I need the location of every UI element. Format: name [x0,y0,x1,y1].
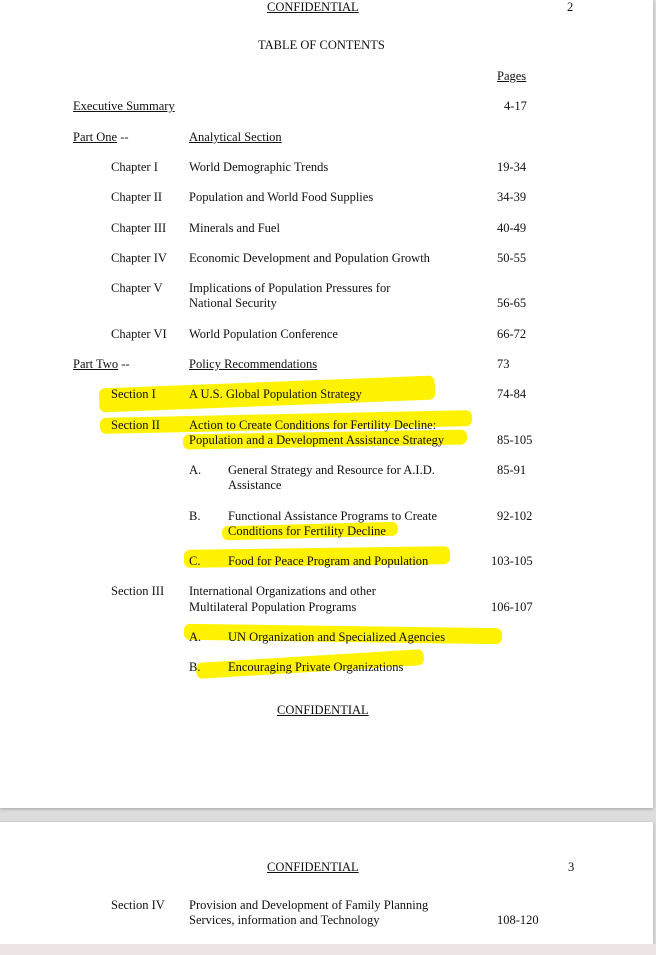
section-title: Services, information and Technology [189,913,380,927]
part-one-title-text: Analytical Section [189,130,282,144]
subitem-letter: A. [189,463,202,477]
section-title: International Organizations and other [189,584,376,598]
section-title: Provision and Development of Family Planning [189,898,429,912]
part-one-text: Part One [73,130,118,144]
chapter-title: World Population Conference [189,327,338,341]
toc-pages: 74-84 [497,387,527,401]
toc-part-two-title: Policy Recommendations [189,357,318,371]
toc-pages: 34-39 [497,190,527,204]
subitem-title: Assistance [228,478,282,492]
footer-confidential: CONFIDENTIAL [277,703,369,717]
subitem-letter: B. [189,660,201,674]
subitem-title: Encouraging Private Organizations [228,660,404,674]
chapter-title: Minerals and Fuel [189,221,280,235]
chapter-title: National Security [189,296,277,310]
subitem-title: UN Organization and Specialized Agencies [228,630,446,644]
toc-executive-summary: Executive Summary [73,99,175,113]
toc-pages: 85-105 [497,433,533,447]
toc-pages: 92-102 [497,509,533,523]
toc-pages: 108-120 [497,913,539,927]
section-number: Section II [111,418,160,432]
header-confidential: CONFIDENTIAL [267,0,359,14]
toc-pages: 56-65 [497,296,527,310]
toc-pages: 4-17 [504,99,527,113]
toc-pages: 66-72 [497,327,527,341]
subitem-title: General Strategy and Resource for A.I.D. [228,463,435,477]
section-title: A U.S. Global Population Strategy [189,387,362,401]
chapter-number: Chapter II [111,190,163,204]
chapter-number: Chapter VI [111,327,167,341]
chapter-title: Population and World Food Supplies [189,190,374,204]
subitem-title: Conditions for Fertility Decline [228,524,386,538]
chapter-title: Economic Development and Population Growth [189,251,430,265]
toc-pages: 103-105 [491,554,533,568]
part-two-text: Part Two [73,357,119,371]
subitem-letter: A. [189,630,202,644]
section-number: Section III [111,584,165,598]
document-page-3 [0,822,653,944]
page-number: 3 [568,860,575,874]
subitem-letter: C. [189,554,201,568]
toc-pages: 19-34 [497,160,527,174]
toc-pages: 50-55 [497,251,527,265]
toc-pages: 40-49 [497,221,527,235]
subitem-title: Food for Peace Program and Population [228,554,429,568]
section-number: Section IV [111,898,165,912]
toc-pages: 85-91 [497,463,527,477]
section-number: Section I [111,387,156,401]
chapter-number: Chapter III [111,221,167,235]
chapter-title: Implications of Population Pressures for [189,281,391,295]
page-gap [0,944,656,955]
page-title: TABLE OF CONTENTS [258,38,385,52]
pages-column-label: Pages [497,69,527,83]
chapter-number: Chapter I [111,160,158,174]
toc-part-one-label: Part One -- [73,130,129,144]
section-title: Population and a Development Assistance Strategy [189,433,445,447]
toc-part-two-label: Part Two -- [73,357,130,371]
section-title: Action to Create Conditions for Fertility Decline: [189,418,437,432]
toc-pages: 73 [497,357,510,371]
page-number: 2 [567,0,574,14]
subitem-letter: B. [189,509,201,523]
toc-pages: 106-107 [491,600,533,614]
header-confidential: CONFIDENTIAL [267,860,359,874]
toc-part-one-title [189,130,282,145]
chapter-number: Chapter IV [111,251,167,265]
section-title: Multilateral Population Programs [189,600,357,614]
chapter-title: World Demographic Trends [189,160,329,174]
subitem-title: Functional Assistance Programs to Create [228,509,437,523]
chapter-number: Chapter V [111,281,163,295]
